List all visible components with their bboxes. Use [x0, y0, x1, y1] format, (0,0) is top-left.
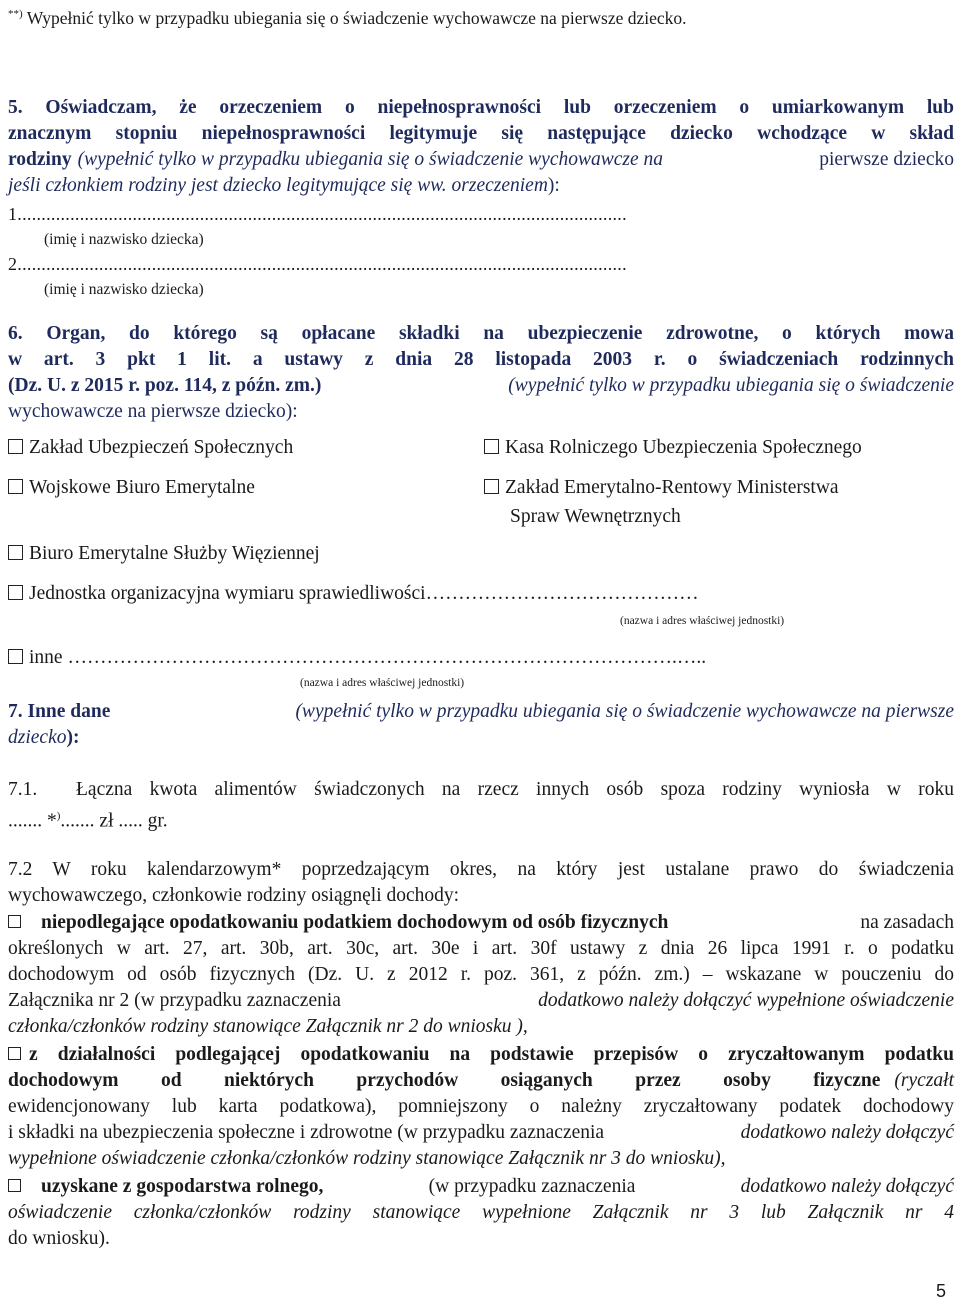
opt-wbe-label: Wojskowe Biuro Emerytalne	[29, 477, 255, 498]
checkbox-income-b[interactable]	[8, 1047, 21, 1060]
s5-line-4	[8, 174, 560, 198]
income-b-line-1[interactable]	[8, 1043, 954, 1067]
s7-heading	[8, 700, 954, 724]
s6-line-2: w art. 3 pkt 1 lit. a ustawy z dnia 28 listopada 2003 r. o świadczeniach rodzinnych	[8, 349, 954, 370]
opt-krus-label: Kasa Rolniczego Ubezpieczenia Społecznego	[505, 437, 862, 458]
income-b-line-4	[8, 1121, 954, 1145]
opt-jo-hint: (nazwa i adres właściwej jednostki)	[620, 615, 785, 627]
income-b-l4a: i składki na ubezpieczenia społeczne i zdrowotne (w przypadku zaznaczenia	[8, 1122, 605, 1143]
income-a-line-5: członka/członków rodziny stanowiące Załącznik nr 2 do wniosku ),	[8, 1016, 528, 1037]
s7-note-end: ):	[66, 727, 80, 748]
s5-line-3	[8, 148, 954, 172]
checkbox-zer[interactable]	[484, 479, 499, 494]
s6-law-ref: (Dz. U. z 2015 r. poz. 114, z późn. zm.)	[8, 375, 322, 396]
checkbox-besw[interactable]	[8, 545, 23, 560]
income-c-rest: (w przypadku zaznaczenia	[428, 1176, 636, 1197]
income-b-ryczalt: (ryczałt	[894, 1070, 954, 1091]
s71-amount-sup: )	[56, 810, 61, 822]
income-a-l4b: dodatkowo należy dołączyć wypełnione oświadczenie	[538, 990, 954, 1011]
opt-wbe[interactable]	[8, 476, 255, 500]
s6-line-1: 6. Organ, do którego są opłacane składki na ubezpieczenie zdrowotne, o których mowa	[8, 323, 954, 344]
checkbox-income-a[interactable]	[8, 915, 21, 928]
income-b-bold-2: dochodowym od niektórych przychodów osiąganych przez osoby fizyczne	[8, 1070, 881, 1091]
income-c-rest-italic: dodatkowo należy dołączyć	[740, 1176, 954, 1197]
s5-note-2-end: ):	[547, 175, 560, 196]
child-2-hint: (imię i nazwisko dziecka)	[44, 281, 204, 298]
s5-line-1: 5. Oświadczam, że orzeczeniem o niepełnosprawności lub orzeczeniem o umiarkowanym lub	[8, 97, 954, 118]
opt-krus[interactable]	[484, 436, 862, 460]
child-2-line[interactable]: 2...............................................................................................................................	[8, 254, 627, 274]
income-a-rest: na zasadach	[860, 912, 954, 933]
s6-line-4: wychowawcze na pierwsze dziecko):	[8, 401, 298, 422]
opt-zer[interactable]	[484, 476, 839, 500]
checkbox-jo[interactable]	[8, 585, 23, 600]
opt-jo[interactable]	[8, 582, 699, 606]
income-b-line-2	[8, 1069, 954, 1093]
opt-besw-label: Biuro Emerytalne Służby Więziennej	[29, 543, 320, 564]
footnote-text: Wypełnić tylko w przypadku ubiegania się o świadczenie wychowawcze na pierwsze dziecko.	[26, 7, 687, 28]
s6-line-3	[8, 374, 954, 398]
s7-note-tail: dziecko	[8, 727, 67, 748]
s5-note-2: jeśli członkiem rodziny jest dziecko legitymujące się ww. orzeczeniem	[8, 175, 548, 196]
income-b-line-3: ewidencjonowany lub karta podatkowa), pomniejszony o należny zryczałtowany podatek dochodowy	[8, 1096, 954, 1117]
opt-zus[interactable]	[8, 436, 293, 460]
checkbox-income-c[interactable]	[8, 1179, 21, 1192]
s5-rodziny: rodziny	[8, 149, 72, 170]
income-a-line-4	[8, 989, 954, 1013]
s72-line-2: wychowawczego, członkowie rodziny osiągnęli dochody:	[8, 885, 460, 906]
child-1-hint: (imię i nazwisko dziecka)	[44, 231, 204, 248]
s71-amount-a: ....... *	[8, 810, 57, 832]
top-footnote	[8, 2, 687, 30]
opt-jo-label: Jednostka organizacyjna wymiaru sprawiedliwości……………………………………	[29, 583, 699, 604]
checkbox-wbe[interactable]	[8, 479, 23, 494]
s6-note: (wypełnić tylko w przypadku ubiegania się o świadczenie	[508, 375, 954, 396]
child-1-line[interactable]: 1...............................................................................................................................	[8, 204, 627, 224]
opt-inne[interactable]	[8, 646, 706, 670]
s7-note: (wypełnić tylko w przypadku ubiegania się o świadczenie wychowawcze na pierwsze	[295, 701, 954, 722]
income-a-l4a: Załącznika nr 2 (w przypadku zaznaczenia	[8, 990, 341, 1011]
income-a-line-1[interactable]	[8, 911, 954, 935]
s5-line-2: znacznym stopniu niepełnosprawności legitymuje się następujące dziecko wchodzące w skład	[8, 123, 954, 144]
income-b-line-5: wypełnione oświadczenie członka/członków rodziny stanowiące Załącznik nr 3 do wniosku),	[8, 1148, 726, 1169]
s71-text: Łączna kwota alimentów świadczonych na rzecz innych osób spoza rodziny wyniosła w roku	[76, 779, 954, 800]
checkbox-krus[interactable]	[484, 439, 499, 454]
s5-note-tail: pierwsze dziecko	[819, 149, 954, 170]
income-a-line-3: dochodowym od osób fizycznych (Dz. U. z 2012 r. poz. 361, z późn. zm.) – wskazane w pouczeniu do	[8, 964, 954, 985]
income-a-line-2: określonych w art. 27, art. 30b, art. 30c, art. 30e i art. 30f ustawy z dnia 26 lipca 1991 r. o podatku	[8, 938, 954, 959]
checkbox-zus[interactable]	[8, 439, 23, 454]
opt-inne-hint: (nazwa i adres właściwej jednostki)	[300, 677, 465, 689]
income-c-line-2: oświadczenie członka/członków rodziny stanowiące wypełnione Załącznik nr 3 lub Załącznik nr 4	[8, 1202, 954, 1223]
s5-note: (wypełnić tylko w przypadku ubiegania się o świadczenie wychowawcze na	[77, 149, 664, 170]
s71-amount[interactable]	[8, 804, 168, 834]
income-b-l4b: dodatkowo należy dołączyć	[740, 1122, 954, 1143]
opt-inne-label: inne ………………………………………………………………………………….…..	[29, 647, 707, 668]
s71-num: 7.1.	[8, 779, 38, 800]
opt-zer-line-2: Spraw Wewnętrznych	[510, 506, 681, 527]
income-a-bold: niepodlegające opodatkowaniu podatkiem dochodowym od osób fizycznych	[41, 912, 669, 933]
income-c-line-3: do wniosku).	[8, 1228, 110, 1249]
checkbox-inne[interactable]	[8, 649, 23, 664]
s71-amount-b: ....... zł ..... gr.	[60, 810, 168, 832]
footnote-marker: **)	[8, 8, 23, 20]
page-number: 5	[936, 1281, 947, 1301]
opt-besw[interactable]	[8, 542, 320, 566]
income-c-line-1[interactable]	[8, 1175, 954, 1199]
s72-line-1: 7.2 W roku kalendarzowym* poprzedzającym okres, na który jest ustalane prawo do świadczenia	[8, 859, 954, 880]
opt-zer-label: Zakład Emerytalno-Rentowy Ministerstwa	[505, 477, 839, 498]
income-c-bold: uzyskane z gospodarstwa rolnego,	[41, 1176, 324, 1197]
s7-title: 7. Inne dane	[8, 701, 111, 722]
s7-heading-2	[8, 726, 79, 750]
income-b-bold-1: z działalności podlegającej opodatkowaniu na podstawie przepisów o zryczałtowanym podatku	[29, 1044, 954, 1065]
opt-zus-label: Zakład Ubezpieczeń Społecznych	[29, 437, 294, 458]
